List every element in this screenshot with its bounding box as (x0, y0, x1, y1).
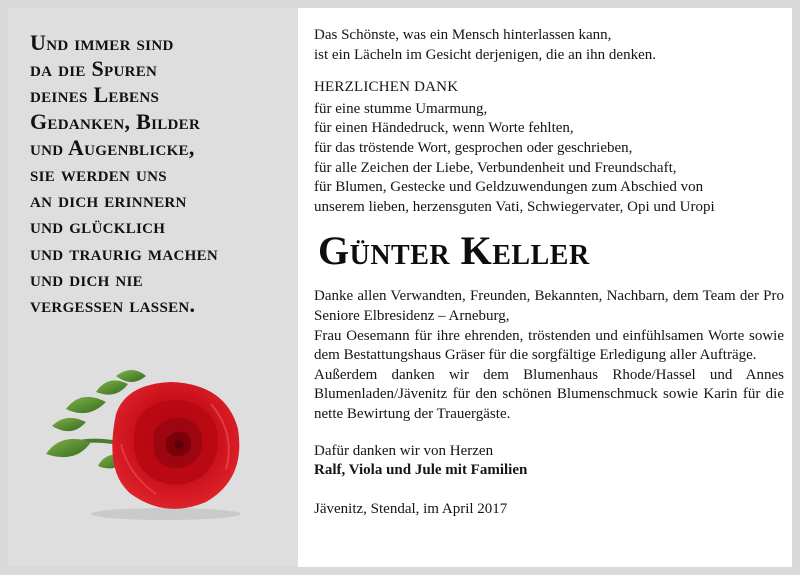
thanks-line: für eine stumme Umarmung, (314, 100, 488, 117)
poem-line: und dich nie (30, 265, 143, 291)
motto (314, 26, 784, 65)
closing (314, 442, 784, 481)
obituary-card (8, 8, 792, 567)
thanks-line: unserem lieben, herzensguten Vati, Schwiegervater, Opi und Uropi (314, 198, 715, 215)
poem (30, 30, 290, 318)
poem-line: sie werden uns (30, 161, 167, 187)
acknowledgement-p2: Frau Oesemann für ihre ehrenden, tröstenden und einfühlsamen Worte sowie dem Bestattungshaus Gräser für die sorgfältige Erledigung aller Aufträge. (314, 327, 784, 364)
acknowledgement-p3: Außerdem danken wir dem Blumenhaus Rhode/Hassel und Annes Blumenladen/Jävenitz für den schönen Blumenschmuck sowie Karin für die nette Bewirtung der Trauergäste. (314, 366, 784, 422)
poem-line: Gedanken, Bilder (30, 108, 201, 134)
motto-line: ist ein Lächeln im Gesicht derjenigen, die an ihn denken. (314, 46, 656, 63)
poem-panel (8, 8, 298, 567)
thanks-heading: HERZLICHEN DANK (314, 79, 459, 96)
poem-line: vergessen lassen. (30, 292, 196, 318)
poem-line: und glücklich (30, 213, 166, 239)
text-column (314, 26, 784, 519)
poem-line: deines Lebens (30, 82, 160, 108)
thanks-line: für Blumen, Gestecke und Geldzuwendungen zum Abschied von (314, 179, 704, 196)
poem-line: und Augenblicke, (30, 134, 195, 160)
deceased-name: Günter Keller (318, 228, 590, 274)
poem-line: an dich erinnern (30, 187, 187, 213)
red-rose-icon (36, 354, 256, 524)
signers: Ralf, Viola und Jule mit Familien (314, 462, 528, 479)
acknowledgement-p1: Danke allen Verwandten, Freunden, Bekannten, Nachbarn, dem Team der Pro Seniore Elbresidenz – Arneburg, (314, 288, 784, 324)
motto-line: Das Schönste, was ein Mensch hinterlassen kann, (314, 27, 612, 43)
thanks-line: für das tröstende Wort, gesprochen oder geschrieben, (314, 139, 633, 156)
poem-line: und traurig machen (30, 239, 219, 265)
thanks-line: für einen Händedruck, wenn Worte fehlten, (314, 120, 574, 137)
poem-line: Und immer sind (30, 30, 174, 55)
acknowledgement-paragraph (314, 287, 784, 424)
place-date: Jävenitz, Stendal, im April 2017 (314, 500, 508, 517)
closing-line: Dafür danken wir von Herzen (314, 442, 494, 459)
poem-line: da die Spuren (30, 56, 158, 82)
thanks-line: für alle Zeichen der Liebe, Verbundenheit und Freundschaft, (314, 159, 677, 176)
thanks-list (314, 100, 784, 218)
